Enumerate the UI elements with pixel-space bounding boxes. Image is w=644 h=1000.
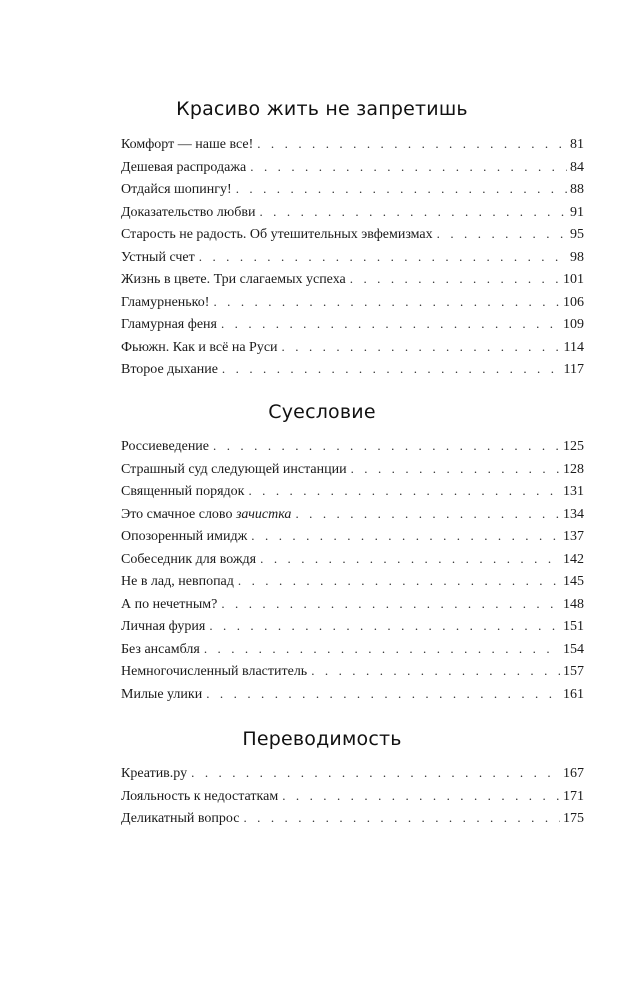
toc-entry[interactable] [121,133,584,156]
toc-entry[interactable] [121,435,584,458]
dot-leader [248,480,560,503]
toc-entry[interactable] [121,548,584,571]
toc-list [121,762,584,830]
entry-title: Креатив.ру [121,766,188,781]
entry-page-number: 142 [563,551,584,567]
entry-page-number: 81 [570,137,584,152]
toc-list [121,133,584,381]
entry-page-number: 157 [563,664,584,679]
toc-entry[interactable] [121,358,584,381]
entry-page-number: 125 [563,439,584,454]
toc-entry[interactable] [121,156,584,179]
dot-leader [243,807,560,830]
dot-leader [311,660,560,683]
entry-title: Собеседник для вождя [121,551,257,567]
toc-entry[interactable] [121,178,584,201]
toc-entry[interactable] [121,480,584,503]
entry-page-number: 95 [570,227,584,242]
toc-entry[interactable] [121,268,584,291]
entry-title-text: Это смачное слово [121,506,236,522]
toc-entry[interactable] [121,683,584,706]
toc-entry[interactable] [121,458,584,481]
entry-title: Без ансамбля [121,641,200,657]
toc-entry[interactable] [121,336,584,359]
dot-leader [199,246,567,269]
section-title: Суесловие [268,401,376,423]
toc-entry[interactable] [121,785,584,808]
entry-page-number: 109 [563,317,584,332]
entry-page-number: 88 [570,182,584,197]
entry-page-number: 154 [563,641,584,657]
dot-leader [222,358,561,381]
entry-page-number: 101 [563,272,584,287]
toc-entry[interactable] [121,570,584,593]
dot-leader [437,223,567,246]
entry-page-number: 106 [563,294,584,310]
dot-leader [221,313,560,336]
entry-page-number: 151 [563,619,584,634]
dot-leader [213,291,560,314]
entry-title: Отдайся шопингу! [121,182,232,197]
toc-entry[interactable] [121,223,584,246]
entry-title: Гламурненько! [121,294,210,310]
entry-title: Милые улики [121,686,203,702]
toc-entry[interactable] [121,593,584,616]
section-title: Переводимость [242,728,402,750]
entry-title: Деликатный вопрос [121,811,240,826]
entry-title: Устный счет [121,249,195,265]
toc-entry[interactable] [121,246,584,269]
entry-title: Не в лад, невпопад [121,574,234,589]
dot-leader [236,178,567,201]
entry-page-number: 161 [563,686,584,702]
toc-entry[interactable] [121,291,584,314]
toc-entry[interactable] [121,503,584,526]
dot-leader [213,435,560,458]
entry-page-number: 128 [563,461,584,477]
entry-title: Доказательство любви [121,204,256,220]
dot-leader [282,785,560,808]
entry-page-number: 134 [563,506,584,522]
toc-entry[interactable] [121,638,584,661]
entry-title [121,504,295,527]
dot-leader [191,762,560,785]
entry-page-number: 137 [563,529,584,544]
entry-title: А по нечетным? [121,596,218,612]
entry-title: Гламурная феня [121,317,217,332]
entry-title: Россиеведение [121,439,210,454]
entry-title: Жизнь в цвете. Три слагаемых успеха [121,272,346,287]
entry-title: Лояльность к недостаткам [121,788,279,804]
dot-leader [250,156,567,179]
entry-title: Дешевая распродажа [121,159,247,175]
entry-title: Комфорт — наше все! [121,137,254,152]
dot-leader [209,615,560,638]
entry-page-number: 114 [563,339,584,355]
dot-leader [350,268,560,291]
entry-page-number: 167 [563,766,584,781]
entry-page-number: 98 [570,249,584,265]
entry-title: Личная фурия [121,619,206,634]
entry-page-number: 171 [563,788,584,804]
entry-title: Опозоренный имидж [121,529,248,544]
dot-leader [251,525,560,548]
entry-title: Старость не радость. Об утешительных эвфемизмах [121,227,433,242]
toc-entry[interactable] [121,762,584,785]
entry-title: Священный порядок [121,484,245,499]
entry-page-number: 145 [563,574,584,589]
dot-leader [238,570,560,593]
dot-leader [257,133,567,156]
entry-title-italic: зачистка [235,506,292,522]
dot-leader [204,638,560,661]
entry-page-number: 131 [563,484,584,499]
entry-page-number: 148 [563,596,584,612]
toc-entry[interactable] [121,201,584,224]
dot-leader [295,503,560,526]
toc-entry[interactable] [121,313,584,336]
entry-page-number: 91 [570,204,584,220]
entry-page-number: 117 [563,362,584,377]
entry-title: Страшный суд следующей инстанции [121,461,347,477]
dot-leader [260,548,560,571]
dot-leader [221,593,560,616]
dot-leader [351,458,560,481]
entry-page-number: 175 [563,811,584,826]
toc-entry[interactable] [121,525,584,548]
toc-list [121,435,584,705]
toc-entry[interactable] [121,615,584,638]
dot-leader [259,201,567,224]
section-title: Красиво жить не запретишь [176,98,468,120]
entry-title: Фьюжн. Как и всё на Руси [121,339,278,355]
dot-leader [282,336,561,359]
dot-leader [206,683,560,706]
entry-title: Второе дыхание [121,362,218,377]
toc-entry[interactable] [121,807,584,830]
toc-entry[interactable] [121,660,584,683]
entry-title: Немногочисленный властитель [121,664,308,679]
entry-page-number: 84 [570,159,584,175]
